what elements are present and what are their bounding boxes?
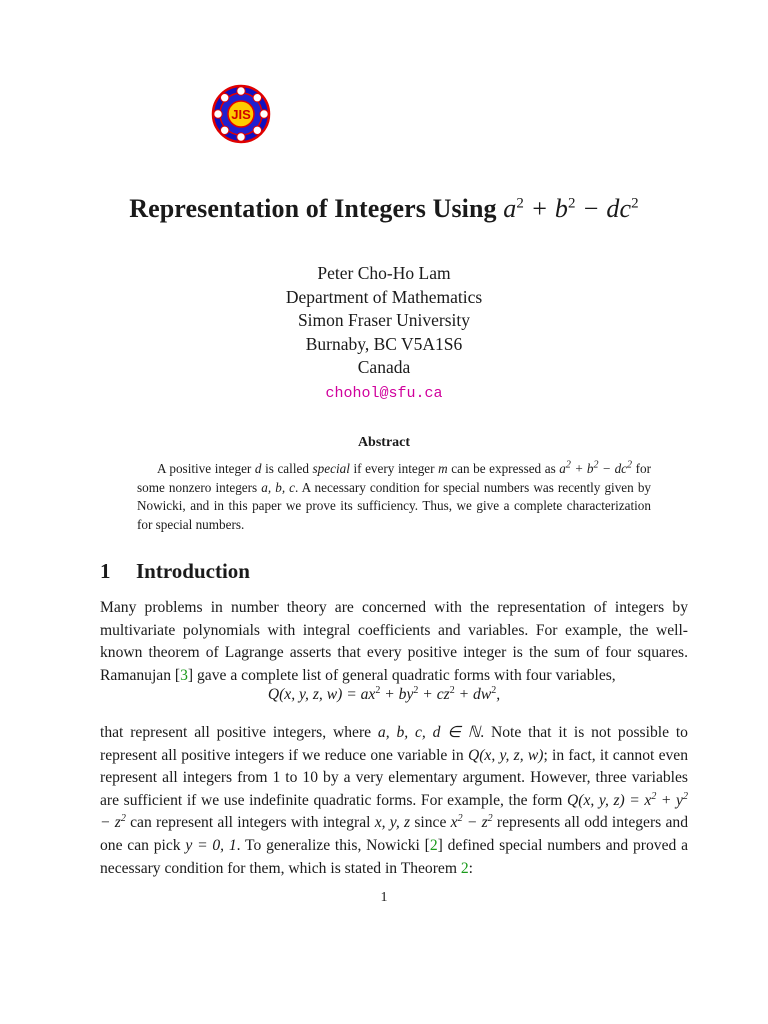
author-city: Burnaby, BC V5A1S6 (305, 333, 463, 354)
title-text: Representation of Integers Using (129, 194, 497, 223)
theorem-ref-link[interactable]: 2 (460, 859, 469, 877)
citation-link[interactable]: 2 (429, 836, 438, 854)
author-country: Canada (357, 357, 411, 377)
title-math: $a^2 + b^2 - dc^2$ (503, 194, 639, 223)
section-number: 1 (100, 559, 111, 583)
section-heading (100, 559, 250, 584)
section-title: Introduction (136, 559, 250, 583)
author-email-link[interactable]: chohol@sfu.ca (325, 384, 443, 402)
abstract-heading: Abstract (357, 435, 411, 450)
jis-logo (211, 84, 271, 144)
intro-paragraph-2: that represent all positive integers, where a, b, c, d ∈ ℕ. Note that it is not possible to represent all positive integers if we reduce one variable in Q(x, y, z, w); in fact, it cannot even represent all integers from 1 to 10 by a very elementary argument. However, three variables are sufficient if we use indefinite quadratic forms. For example, the form Q(x, y, $z) = x^2 + y^2 - z^2$ can represent all integers with integral x, y, z since $x^2 - z^2$ represents all odd integers and one can pick y = 0, 1. To generalize this, Nowicki [2] defined special numbers and proved a necessary condition for them, which is stated in Theorem 2: (100, 724, 689, 877)
author-block (0, 262, 768, 405)
author-name: Peter Cho-Ho Lam (317, 263, 451, 283)
intro-paragraph-1: Many problems in number theory are concerned with the representation of integers by multivariate polynomials with integral coefficients and variables. For example, the well-known theorem of Lagrange asserts that every positive integer is the sum of four squares. Ramanujan [3] gave a complete list of general quadratic forms with four variables, (100, 599, 688, 684)
citation-link[interactable]: 3 (180, 666, 188, 684)
page-number: 1 (380, 890, 388, 905)
abstract-text: A positive integer d is called special if every integer m can be expressed as $a^2 + b^2 - dc^2$ for some nonzero integers a, b, c. A necessary condition for special numbers was recently given by Nowicki, and in this paper we prove its sufficiency. Thus, we give a complete characterization for special numbers. (137, 459, 652, 532)
author-department: Department of Mathematics (285, 286, 483, 307)
paper-title (0, 194, 768, 224)
special-term: special (312, 461, 350, 476)
logo-text: JIS (231, 107, 251, 122)
author-university: Simon Fraser University (297, 310, 471, 330)
display-equation: Q(x, y, z, $w) = ax^2 + by^2 + cz^2 + dw^2$, (267, 684, 501, 703)
